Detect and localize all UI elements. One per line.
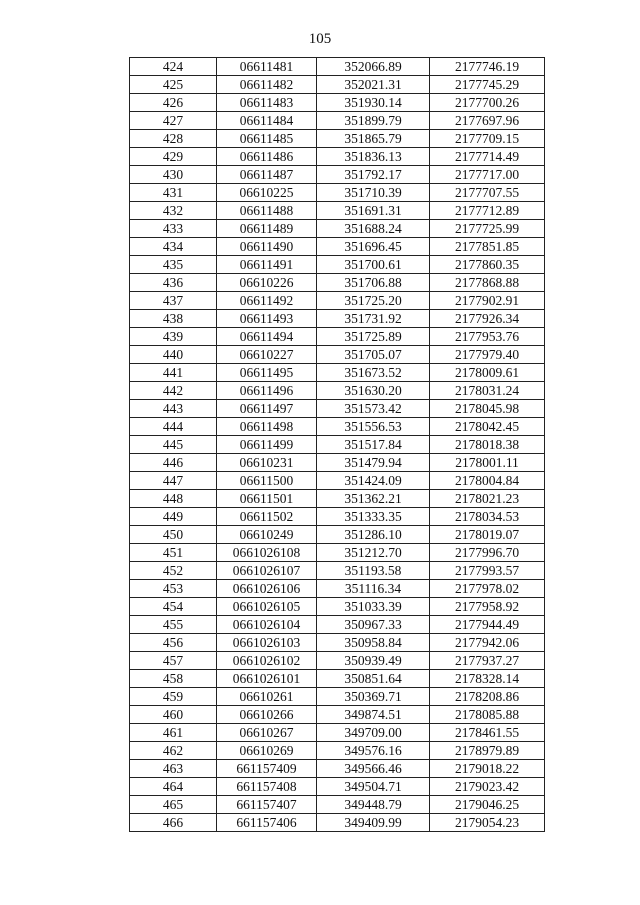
x-coordinate-cell: 351725.20 — [317, 292, 430, 310]
row-index-cell: 434 — [130, 238, 217, 256]
y-coordinate-cell: 2178461.55 — [430, 724, 545, 742]
x-coordinate-cell: 351836.13 — [317, 148, 430, 166]
y-coordinate-cell: 2177707.55 — [430, 184, 545, 202]
x-coordinate-cell: 351517.84 — [317, 436, 430, 454]
x-coordinate-cell: 351725.89 — [317, 328, 430, 346]
table-row — [130, 634, 545, 652]
y-coordinate-cell: 2178021.23 — [430, 490, 545, 508]
x-coordinate-cell: 351286.10 — [317, 526, 430, 544]
y-coordinate-cell: 2177745.29 — [430, 76, 545, 94]
row-index-cell: 441 — [130, 364, 217, 382]
x-coordinate-cell: 349566.46 — [317, 760, 430, 778]
x-coordinate-cell: 351479.94 — [317, 454, 430, 472]
x-coordinate-cell: 352066.89 — [317, 58, 430, 76]
table-row — [130, 184, 545, 202]
table-row — [130, 292, 545, 310]
point-id-cell: 0661026102 — [217, 652, 317, 670]
table-row — [130, 688, 545, 706]
row-index-cell: 437 — [130, 292, 217, 310]
point-id-cell: 0661026104 — [217, 616, 317, 634]
row-index-cell: 461 — [130, 724, 217, 742]
x-coordinate-cell: 350967.33 — [317, 616, 430, 634]
table-row — [130, 256, 545, 274]
x-coordinate-cell: 349409.99 — [317, 814, 430, 832]
y-coordinate-cell: 2178208.86 — [430, 688, 545, 706]
y-coordinate-cell: 2177993.57 — [430, 562, 545, 580]
table-row — [130, 490, 545, 508]
y-coordinate-cell: 2177958.92 — [430, 598, 545, 616]
y-coordinate-cell: 2177937.27 — [430, 652, 545, 670]
x-coordinate-cell: 350939.49 — [317, 652, 430, 670]
x-coordinate-cell: 349576.16 — [317, 742, 430, 760]
row-index-cell: 427 — [130, 112, 217, 130]
row-index-cell: 451 — [130, 544, 217, 562]
point-id-cell: 06611481 — [217, 58, 317, 76]
y-coordinate-cell: 2178034.53 — [430, 508, 545, 526]
y-coordinate-cell: 2177979.40 — [430, 346, 545, 364]
row-index-cell: 442 — [130, 382, 217, 400]
row-index-cell: 435 — [130, 256, 217, 274]
row-index-cell: 443 — [130, 400, 217, 418]
table-row — [130, 274, 545, 292]
x-coordinate-cell: 351573.42 — [317, 400, 430, 418]
point-id-cell: 06611501 — [217, 490, 317, 508]
y-coordinate-cell: 2177902.91 — [430, 292, 545, 310]
row-index-cell: 457 — [130, 652, 217, 670]
table-row — [130, 706, 545, 724]
y-coordinate-cell: 2178328.14 — [430, 670, 545, 688]
row-index-cell: 433 — [130, 220, 217, 238]
point-id-cell: 06611497 — [217, 400, 317, 418]
y-coordinate-cell: 2177714.49 — [430, 148, 545, 166]
point-id-cell: 0661026103 — [217, 634, 317, 652]
table-row — [130, 454, 545, 472]
point-id-cell: 06611498 — [217, 418, 317, 436]
point-id-cell: 06611484 — [217, 112, 317, 130]
y-coordinate-cell: 2177851.85 — [430, 238, 545, 256]
y-coordinate-cell: 2177944.49 — [430, 616, 545, 634]
row-index-cell: 440 — [130, 346, 217, 364]
coordinates-table-body — [130, 58, 545, 832]
table-row — [130, 796, 545, 814]
row-index-cell: 424 — [130, 58, 217, 76]
point-id-cell: 06610226 — [217, 274, 317, 292]
x-coordinate-cell: 351556.53 — [317, 418, 430, 436]
table-row — [130, 130, 545, 148]
point-id-cell: 0661026108 — [217, 544, 317, 562]
table-row — [130, 580, 545, 598]
y-coordinate-cell: 2179023.42 — [430, 778, 545, 796]
row-index-cell: 432 — [130, 202, 217, 220]
x-coordinate-cell: 350851.64 — [317, 670, 430, 688]
table-row — [130, 778, 545, 796]
x-coordinate-cell: 350958.84 — [317, 634, 430, 652]
table-row — [130, 112, 545, 130]
row-index-cell: 425 — [130, 76, 217, 94]
x-coordinate-cell: 351706.88 — [317, 274, 430, 292]
table-row — [130, 400, 545, 418]
row-index-cell: 460 — [130, 706, 217, 724]
point-id-cell: 06610225 — [217, 184, 317, 202]
x-coordinate-cell: 351691.31 — [317, 202, 430, 220]
point-id-cell: 06611492 — [217, 292, 317, 310]
x-coordinate-cell: 350369.71 — [317, 688, 430, 706]
x-coordinate-cell: 351792.17 — [317, 166, 430, 184]
row-index-cell: 458 — [130, 670, 217, 688]
x-coordinate-cell: 349448.79 — [317, 796, 430, 814]
table-row — [130, 382, 545, 400]
point-id-cell: 06611500 — [217, 472, 317, 490]
point-id-cell: 06610261 — [217, 688, 317, 706]
x-coordinate-cell: 352021.31 — [317, 76, 430, 94]
y-coordinate-cell: 2177700.26 — [430, 94, 545, 112]
x-coordinate-cell: 351033.39 — [317, 598, 430, 616]
row-index-cell: 466 — [130, 814, 217, 832]
table-row — [130, 760, 545, 778]
table-row — [130, 544, 545, 562]
table-row — [130, 346, 545, 364]
row-index-cell: 459 — [130, 688, 217, 706]
x-coordinate-cell: 349709.00 — [317, 724, 430, 742]
y-coordinate-cell: 2179046.25 — [430, 796, 545, 814]
point-id-cell: 661157408 — [217, 778, 317, 796]
x-coordinate-cell: 351424.09 — [317, 472, 430, 490]
row-index-cell: 439 — [130, 328, 217, 346]
row-index-cell: 463 — [130, 760, 217, 778]
point-id-cell: 661157407 — [217, 796, 317, 814]
table-row — [130, 238, 545, 256]
point-id-cell: 06611496 — [217, 382, 317, 400]
point-id-cell: 661157409 — [217, 760, 317, 778]
y-coordinate-cell: 2177953.76 — [430, 328, 545, 346]
row-index-cell: 447 — [130, 472, 217, 490]
x-coordinate-cell: 351673.52 — [317, 364, 430, 382]
row-index-cell: 456 — [130, 634, 217, 652]
point-id-cell: 06610269 — [217, 742, 317, 760]
y-coordinate-cell: 2177746.19 — [430, 58, 545, 76]
point-id-cell: 06611488 — [217, 202, 317, 220]
x-coordinate-cell: 351688.24 — [317, 220, 430, 238]
point-id-cell: 06611490 — [217, 238, 317, 256]
y-coordinate-cell: 2177697.96 — [430, 112, 545, 130]
table-row — [130, 94, 545, 112]
y-coordinate-cell: 2177942.06 — [430, 634, 545, 652]
point-id-cell: 06610227 — [217, 346, 317, 364]
row-index-cell: 452 — [130, 562, 217, 580]
y-coordinate-cell: 2178979.89 — [430, 742, 545, 760]
page-number: 105 — [308, 31, 332, 47]
table-row — [130, 616, 545, 634]
table-row — [130, 166, 545, 184]
point-id-cell: 0661026101 — [217, 670, 317, 688]
table-row — [130, 418, 545, 436]
y-coordinate-cell: 2178031.24 — [430, 382, 545, 400]
x-coordinate-cell: 351333.35 — [317, 508, 430, 526]
point-id-cell: 0661026106 — [217, 580, 317, 598]
row-index-cell: 462 — [130, 742, 217, 760]
table-row — [130, 364, 545, 382]
point-id-cell: 06611499 — [217, 436, 317, 454]
table-row — [130, 652, 545, 670]
x-coordinate-cell: 351700.61 — [317, 256, 430, 274]
table-row — [130, 328, 545, 346]
point-id-cell: 06611487 — [217, 166, 317, 184]
y-coordinate-cell: 2178009.61 — [430, 364, 545, 382]
row-index-cell: 426 — [130, 94, 217, 112]
y-coordinate-cell: 2178019.07 — [430, 526, 545, 544]
y-coordinate-cell: 2178018.38 — [430, 436, 545, 454]
table-row — [130, 436, 545, 454]
table-row — [130, 310, 545, 328]
y-coordinate-cell: 2179054.23 — [430, 814, 545, 832]
point-id-cell: 06610231 — [217, 454, 317, 472]
row-index-cell: 450 — [130, 526, 217, 544]
x-coordinate-cell: 351710.39 — [317, 184, 430, 202]
x-coordinate-cell: 349504.71 — [317, 778, 430, 796]
point-id-cell: 06611482 — [217, 76, 317, 94]
x-coordinate-cell: 351696.45 — [317, 238, 430, 256]
table-row — [130, 472, 545, 490]
y-coordinate-cell: 2178085.88 — [430, 706, 545, 724]
table-row — [130, 670, 545, 688]
row-index-cell: 445 — [130, 436, 217, 454]
point-id-cell: 06611486 — [217, 148, 317, 166]
point-id-cell: 06611493 — [217, 310, 317, 328]
x-coordinate-cell: 351630.20 — [317, 382, 430, 400]
table-row — [130, 814, 545, 832]
row-index-cell: 438 — [130, 310, 217, 328]
point-id-cell: 06611489 — [217, 220, 317, 238]
point-id-cell: 06611495 — [217, 364, 317, 382]
row-index-cell: 446 — [130, 454, 217, 472]
table-row — [130, 526, 545, 544]
point-id-cell: 06611483 — [217, 94, 317, 112]
table-row — [130, 562, 545, 580]
y-coordinate-cell: 2177717.00 — [430, 166, 545, 184]
point-id-cell: 06611491 — [217, 256, 317, 274]
x-coordinate-cell: 351899.79 — [317, 112, 430, 130]
point-id-cell: 0661026107 — [217, 562, 317, 580]
y-coordinate-cell: 2177709.15 — [430, 130, 545, 148]
row-index-cell: 453 — [130, 580, 217, 598]
x-coordinate-cell: 351705.07 — [317, 346, 430, 364]
table-row — [130, 220, 545, 238]
x-coordinate-cell: 351193.58 — [317, 562, 430, 580]
table-row — [130, 598, 545, 616]
point-id-cell: 661157406 — [217, 814, 317, 832]
y-coordinate-cell: 2178042.45 — [430, 418, 545, 436]
y-coordinate-cell: 2177926.34 — [430, 310, 545, 328]
point-id-cell: 06610266 — [217, 706, 317, 724]
table-row — [130, 58, 545, 76]
table-row — [130, 742, 545, 760]
row-index-cell: 464 — [130, 778, 217, 796]
x-coordinate-cell: 351930.14 — [317, 94, 430, 112]
table-row — [130, 148, 545, 166]
y-coordinate-cell: 2177996.70 — [430, 544, 545, 562]
table-row — [130, 508, 545, 526]
point-id-cell: 06611502 — [217, 508, 317, 526]
x-coordinate-cell: 351362.21 — [317, 490, 430, 508]
table-row — [130, 724, 545, 742]
row-index-cell: 429 — [130, 148, 217, 166]
row-index-cell: 428 — [130, 130, 217, 148]
x-coordinate-cell: 351731.92 — [317, 310, 430, 328]
y-coordinate-cell: 2179018.22 — [430, 760, 545, 778]
x-coordinate-cell: 349874.51 — [317, 706, 430, 724]
point-id-cell: 06611485 — [217, 130, 317, 148]
row-index-cell: 449 — [130, 508, 217, 526]
y-coordinate-cell: 2178045.98 — [430, 400, 545, 418]
point-id-cell: 06611494 — [217, 328, 317, 346]
row-index-cell: 448 — [130, 490, 217, 508]
y-coordinate-cell: 2177868.88 — [430, 274, 545, 292]
x-coordinate-cell: 351865.79 — [317, 130, 430, 148]
table-row — [130, 202, 545, 220]
coordinates-table — [129, 57, 545, 832]
y-coordinate-cell: 2178004.84 — [430, 472, 545, 490]
row-index-cell: 431 — [130, 184, 217, 202]
y-coordinate-cell: 2177860.35 — [430, 256, 545, 274]
table-row — [130, 76, 545, 94]
y-coordinate-cell: 2177725.99 — [430, 220, 545, 238]
x-coordinate-cell: 351116.34 — [317, 580, 430, 598]
row-index-cell: 455 — [130, 616, 217, 634]
y-coordinate-cell: 2177978.02 — [430, 580, 545, 598]
y-coordinate-cell: 2177712.89 — [430, 202, 545, 220]
point-id-cell: 06610249 — [217, 526, 317, 544]
row-index-cell: 444 — [130, 418, 217, 436]
row-index-cell: 465 — [130, 796, 217, 814]
point-id-cell: 06610267 — [217, 724, 317, 742]
y-coordinate-cell: 2178001.11 — [430, 454, 545, 472]
row-index-cell: 430 — [130, 166, 217, 184]
row-index-cell: 436 — [130, 274, 217, 292]
row-index-cell: 454 — [130, 598, 217, 616]
point-id-cell: 0661026105 — [217, 598, 317, 616]
x-coordinate-cell: 351212.70 — [317, 544, 430, 562]
